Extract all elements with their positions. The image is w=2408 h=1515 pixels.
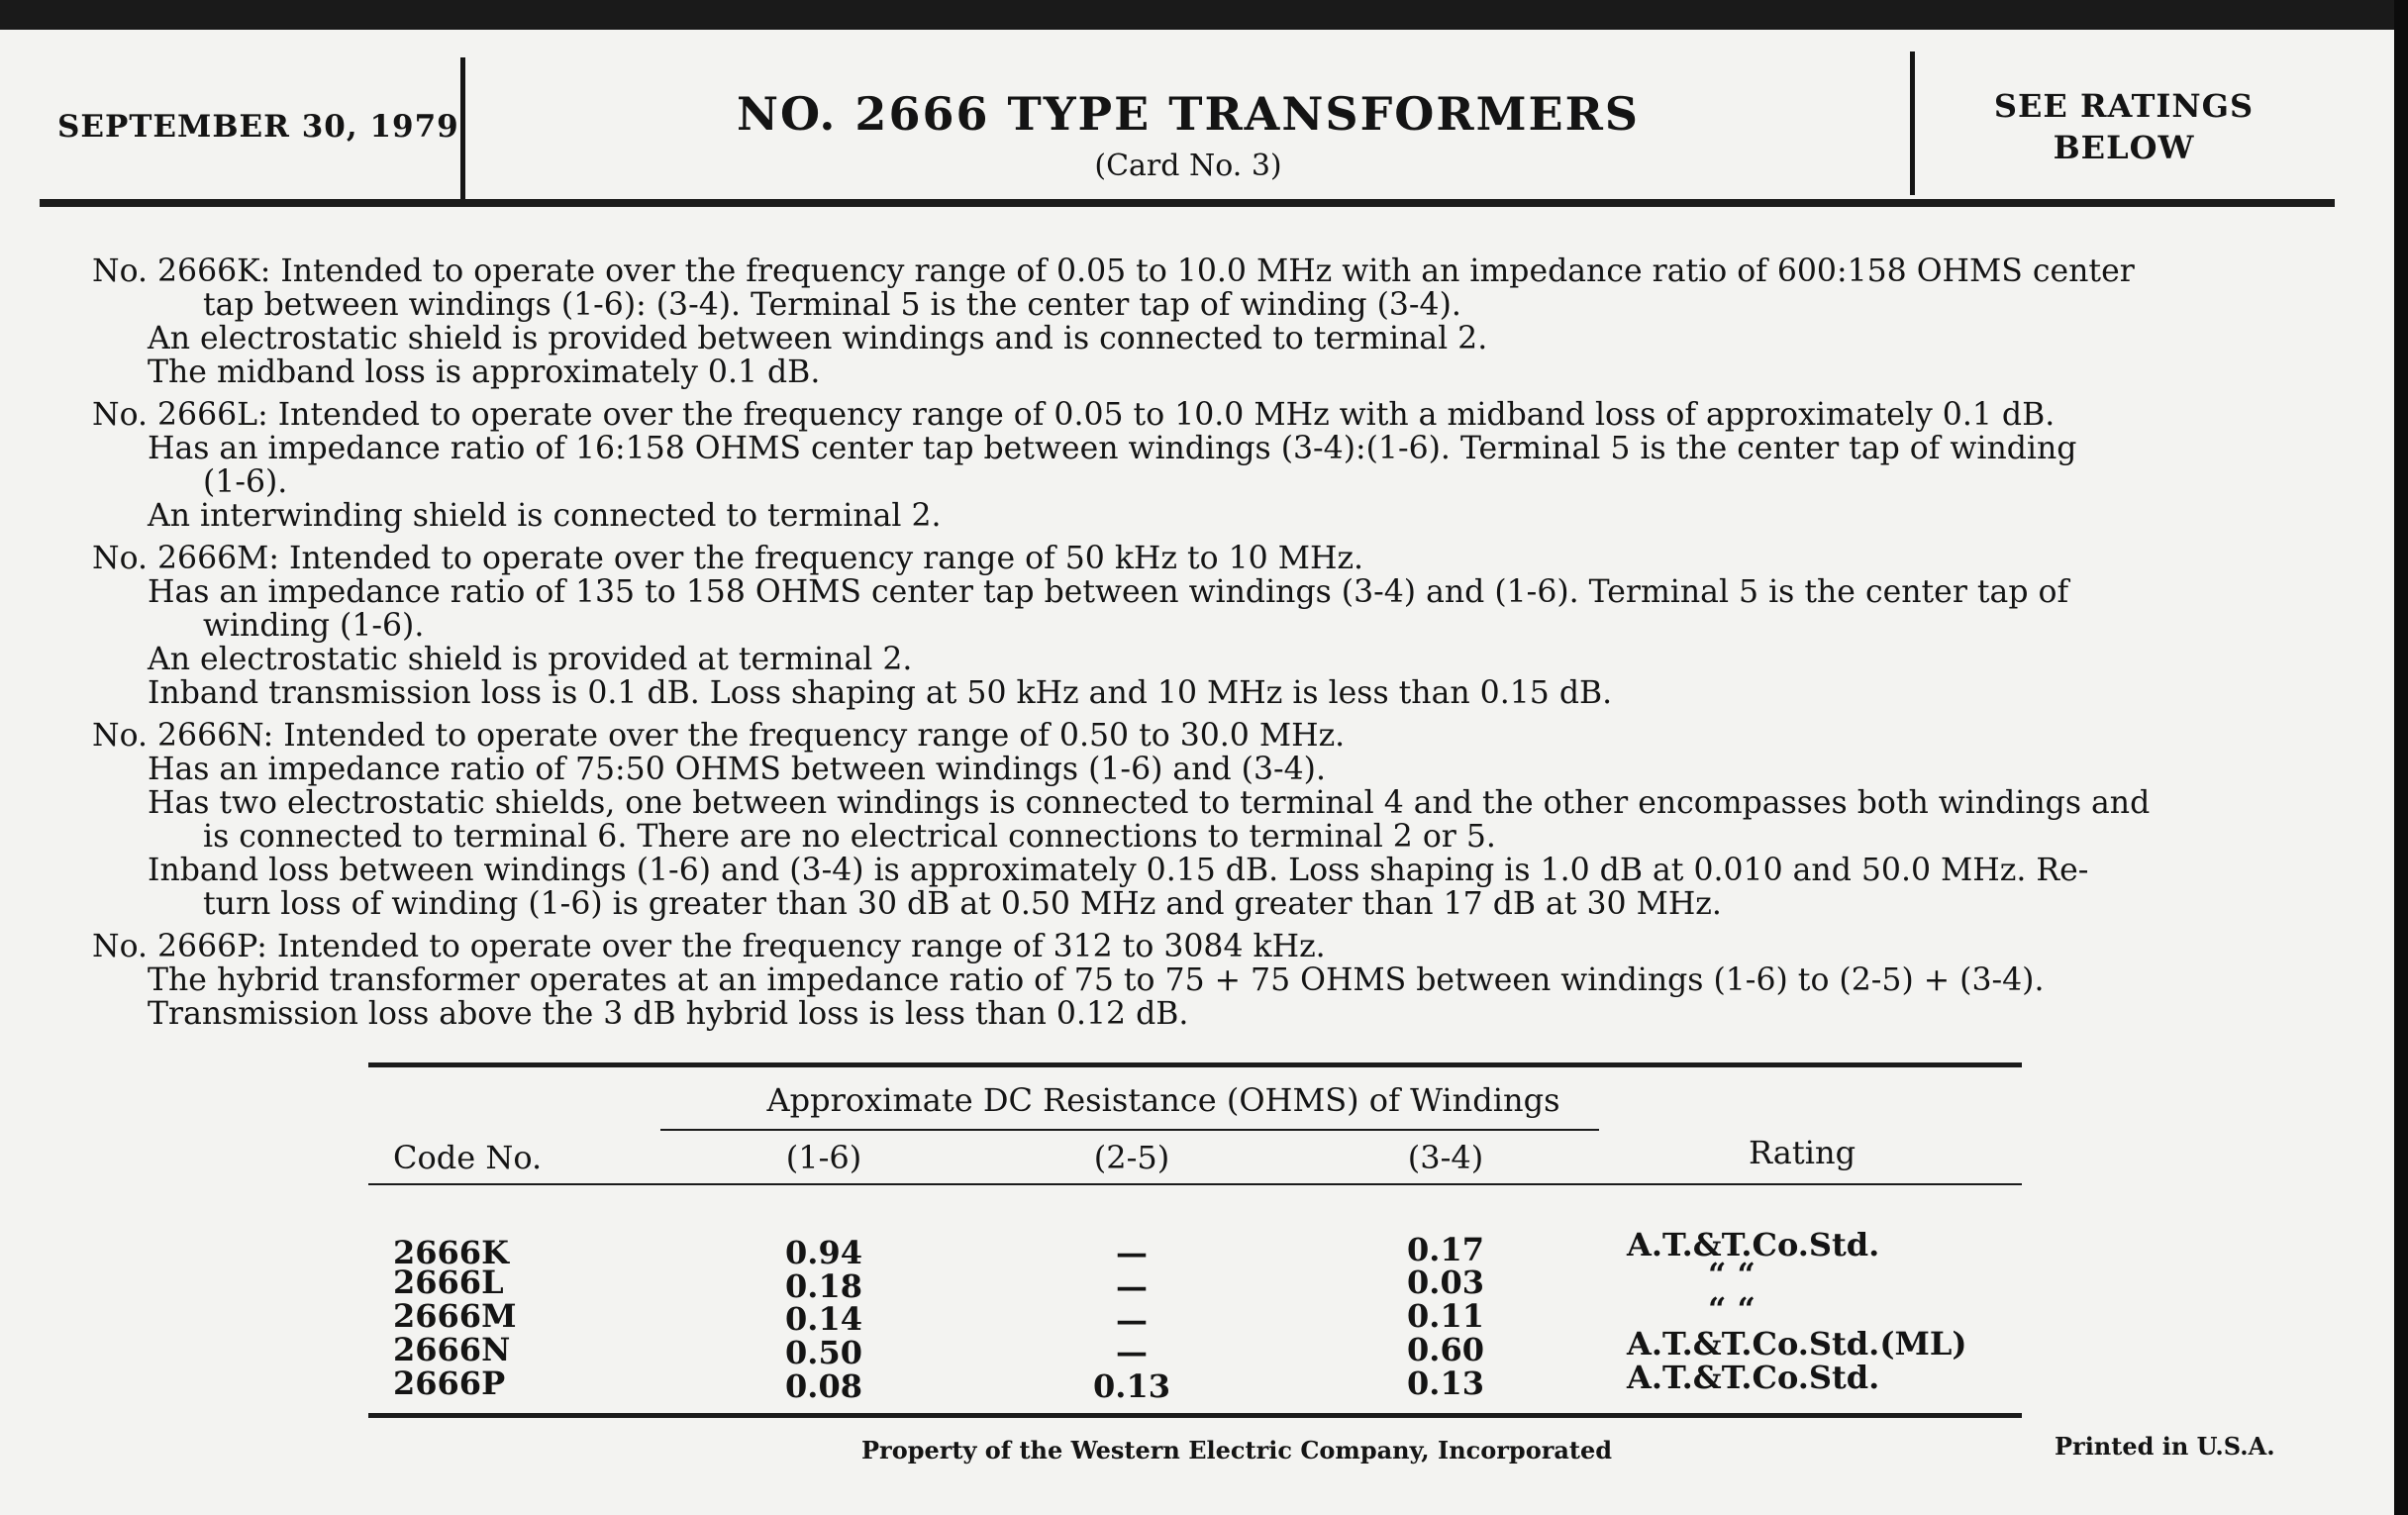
cell-3-4: 0.13 bbox=[1407, 1364, 1484, 1402]
col-header-3-4: (3-4) bbox=[1407, 1139, 1484, 1176]
cell-rating: A.T.&T.Co.Std.(ML) bbox=[1627, 1325, 1967, 1363]
text-line: tap between windings (1-6): (3-4). Terminal 5 is the center tap of winding (3-4). bbox=[203, 287, 1461, 323]
see-ratings-label: SEE RATINGS bbox=[1993, 87, 2255, 125]
table-top-rule bbox=[368, 1062, 2022, 1067]
col-header-rating: Rating bbox=[1748, 1134, 1856, 1171]
cell-rating: “ “ bbox=[1708, 1256, 1756, 1293]
cell-1-6: 0.18 bbox=[785, 1267, 862, 1305]
text-line: Inband transmission loss is 0.1 dB. Loss shaping at 50 kHz and 10 MHz is less than 0.15 dB. bbox=[148, 675, 1613, 711]
footer-property: Property of the Western Electric Company, Incorporated bbox=[861, 1436, 1613, 1464]
cell-code: 2666L bbox=[393, 1263, 504, 1301]
cell-2-5: — bbox=[1116, 1333, 1148, 1370]
text-line: An interwinding shield is connected to terminal 2. bbox=[148, 498, 942, 534]
cell-3-4: 0.11 bbox=[1407, 1297, 1484, 1335]
cell-3-4: 0.17 bbox=[1407, 1231, 1484, 1268]
cell-1-6: 0.14 bbox=[785, 1300, 862, 1338]
text-line: An electrostatic shield is provided between windings and is connected to terminal 2. bbox=[148, 321, 1488, 356]
text-line: Inband loss between windings (1-6) and (3-4) is approximately 0.15 dB. Loss shaping is 1.0 dB at 0.010 and 50.0 MHz. Re- bbox=[148, 853, 2089, 888]
text-line: The midband loss is approximately 0.1 dB. bbox=[148, 354, 821, 390]
text-line: No. 2666K: Intended to operate over the frequency range of 0.05 to 10.0 MHz with an impedance ratio of 600:158 OHMS center bbox=[92, 253, 2135, 289]
text-line: (1-6). bbox=[203, 464, 288, 500]
cell-3-4: 0.03 bbox=[1407, 1263, 1484, 1301]
cell-code: 2666N bbox=[393, 1331, 511, 1368]
text-line: is connected to terminal 6. There are no electrical connections to terminal 2 or 5. bbox=[203, 819, 1496, 855]
cell-3-4: 0.60 bbox=[1407, 1331, 1484, 1368]
cell-rating: A.T.&T.Co.Std. bbox=[1627, 1359, 1880, 1396]
card-title: NO. 2666 TYPE TRANSFORMERS bbox=[736, 87, 1641, 141]
col-header-2-5: (2-5) bbox=[1093, 1139, 1170, 1176]
col-header-1-6: (1-6) bbox=[785, 1139, 862, 1176]
header-underline bbox=[368, 1183, 2022, 1185]
text-line: Has an impedance ratio of 75:50 OHMS between windings (1-6) and (3-4). bbox=[148, 752, 1326, 787]
card-subtitle: (Card No. 3) bbox=[1094, 149, 1282, 183]
cell-1-6: 0.94 bbox=[785, 1234, 862, 1271]
cell-rating: A.T.&T.Co.Std. bbox=[1627, 1226, 1880, 1263]
header-divider-left bbox=[460, 57, 465, 204]
text-line: Transmission loss above the 3 dB hybrid loss is less than 0.12 dB. bbox=[148, 996, 1189, 1032]
col-header-code: Code No. bbox=[393, 1139, 543, 1176]
cell-2-5: — bbox=[1116, 1301, 1148, 1339]
cell-2-5: — bbox=[1116, 1267, 1148, 1305]
data-card bbox=[0, 30, 2394, 1515]
cell-2-5: 0.13 bbox=[1093, 1367, 1170, 1405]
text-line: An electrostatic shield is provided at terminal 2. bbox=[148, 642, 913, 677]
text-line: Has two electrostatic shields, one between windings is connected to terminal 4 and the other encompasses both windings and bbox=[148, 785, 2151, 821]
header-divider-right bbox=[1910, 51, 1915, 195]
group-header-underline bbox=[660, 1129, 1599, 1131]
resistance-group-header: Approximate DC Resistance (OHMS) of Windings bbox=[766, 1081, 1560, 1119]
text-line: No. 2666P: Intended to operate over the frequency range of 312 to 3084 kHz. bbox=[92, 929, 1326, 964]
cell-code: 2666P bbox=[393, 1364, 506, 1402]
scan-edge bbox=[2394, 0, 2408, 1515]
see-ratings-below: BELOW bbox=[2053, 129, 2195, 166]
text-line: No. 2666L: Intended to operate over the frequency range of 0.05 to 10.0 MHz with a midband loss of approximately 0.1 dB. bbox=[92, 397, 2056, 433]
cell-2-5: — bbox=[1116, 1234, 1148, 1271]
footer-printed: Printed in U.S.A. bbox=[2055, 1432, 2275, 1461]
cell-code: 2666K bbox=[393, 1234, 509, 1271]
text-line: No. 2666M: Intended to operate over the frequency range of 50 kHz to 10 MHz. bbox=[92, 541, 1364, 576]
text-line: winding (1-6). bbox=[203, 608, 425, 644]
text-line: turn loss of winding (1-6) is greater than 30 dB at 0.50 MHz and greater than 17 dB at 30 MHz. bbox=[203, 886, 1722, 922]
text-line: Has an impedance ratio of 16:158 OHMS center tap between windings (3-4):(1-6). Terminal 5 is the center tap of winding bbox=[148, 431, 2077, 466]
table-bottom-rule bbox=[368, 1413, 2022, 1418]
cell-code: 2666M bbox=[393, 1297, 517, 1335]
text-line: No. 2666N: Intended to operate over the frequency range of 0.50 to 30.0 MHz. bbox=[92, 718, 1346, 754]
text-line: The hybrid transformer operates at an impedance ratio of 75 to 75 + 75 OHMS between windings (1-6) to (2-5) + (3-4). bbox=[148, 962, 2045, 998]
text-line: Has an impedance ratio of 135 to 158 OHMS center tap between windings (3-4) and (1-6). Terminal 5 is the center tap of bbox=[148, 574, 2069, 610]
card-date: SEPTEMBER 30, 1979 bbox=[57, 109, 459, 145]
cell-1-6: 0.50 bbox=[785, 1334, 862, 1371]
cell-rating: “ “ bbox=[1708, 1290, 1756, 1328]
header-rule bbox=[40, 199, 2335, 207]
cell-1-6: 0.08 bbox=[785, 1367, 862, 1405]
